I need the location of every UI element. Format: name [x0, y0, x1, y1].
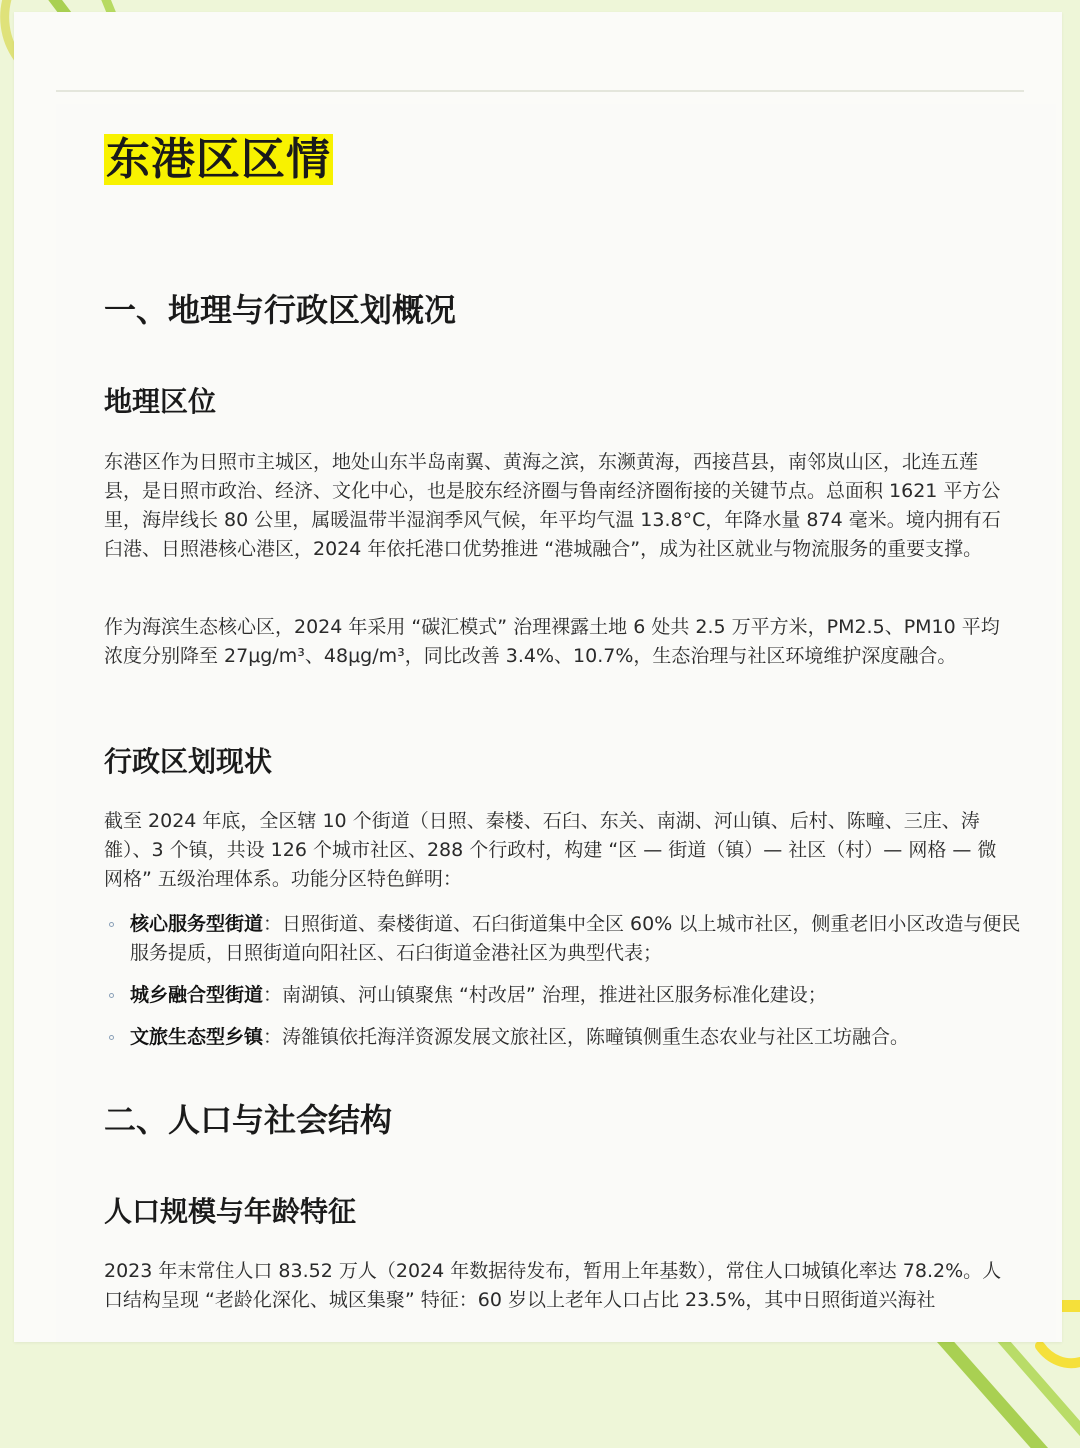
subsection-heading: 地理区位: [104, 385, 217, 418]
paragraph: 截至 2024 年底，全区辖 10 个街道（日照、秦楼、石臼、东关、南湖、河山镇、后村、陈疃、三庄、涛雒）、3 个镇，共设 126 个城市社区、288 个行政村，构建 “区 — 街道（镇）— 社区（村）— 网格 — 微网格” 五级治理体系。功能分区特色鲜明：: [104, 810, 997, 890]
subsection-heading: 行政区划现状: [104, 745, 273, 778]
title-highlight: 东港区区情: [106, 134, 331, 185]
bullet-label: 核心服务型街道: [130, 913, 264, 935]
section-heading: 二、人口与社会结构: [104, 1101, 393, 1139]
bullet-text: ：南湖镇、河山镇聚焦 “村改居” 治理，推进社区服务标准化建设；: [263, 984, 827, 1006]
paragraph: 2023 年末常住人口 83.52 万人（2024 年数据待发布，暂用上年基数），常住人口城镇化率达 78.2%。人口结构呈现 “老龄化深化、城区集聚” 特征：60 岁以上老年人口占比 23.5%，其中日照街道兴海社: [104, 1260, 1002, 1311]
bullet-text: ：日照街道、秦楼街道、石臼街道集中全区 60% 以上城市社区，侧重老旧小区改造与便民服务提质，日照街道向阳社区、石臼街道金港社区为典型代表；: [130, 913, 1021, 964]
bullet-icon: [109, 1035, 114, 1040]
document-title: [104, 134, 333, 186]
list-item: [104, 1023, 1024, 1052]
paper-divider: [56, 90, 1024, 92]
paragraph: 作为海滨生态核心区，2024 年采用 “碳汇模式” 治理裸露土地 6 处共 2.5 万平方米，PM2.5、PM10 平均浓度分别降至 27μg/m³、48μg/m³，同比改善 3.4%、10.7%，生态治理与社区环境维护深度融合。: [104, 616, 1000, 667]
list-item: [104, 910, 1024, 968]
section-heading: 一、地理与行政区划概况: [104, 291, 457, 329]
bullet-icon: [109, 993, 114, 998]
subsection-heading: 人口规模与年龄特征: [104, 1195, 357, 1228]
paragraph: 东港区作为日照市主城区，地处山东半岛南翼、黄海之滨，东濒黄海，西接莒县，南邻岚山区，北连五莲县，是日照市政治、经济、文化中心，也是胶东经济圈与鲁南经济圈衔接的关键节点。总面积 1621 平方公里，海岸线长 80 公里，属暖温带半湿润季风气候，年平均气温 13.8°C，年降水量 874 毫米。境内拥有石臼港、日照港核心港区，2024 年依托港口优势推进 “港城融合”，成为社区就业与物流服务的重要支撑。: [104, 451, 1001, 560]
bullet-label: 城乡融合型街道: [130, 984, 264, 1006]
bullet-icon: [109, 922, 114, 927]
bullet-text: ：涛雒镇依托海洋资源发展文旅社区，陈疃镇侧重生态农业与社区工坊融合。: [263, 1026, 910, 1048]
document-page: [56, 104, 1056, 1342]
list-item: [104, 981, 1024, 1010]
bullet-label: 文旅生态型乡镇: [130, 1026, 264, 1048]
bullet-list: [104, 910, 1024, 1052]
